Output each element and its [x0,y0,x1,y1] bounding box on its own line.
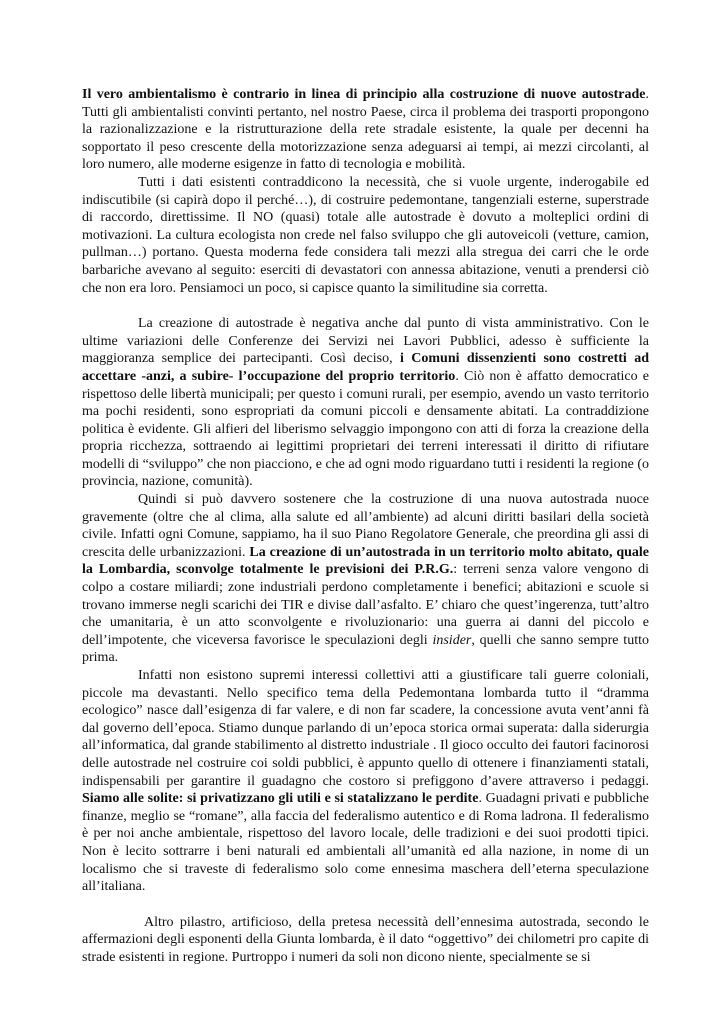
body-text: Tutti i dati esistenti contraddicono la necessità, che si vuole urgente, inderogabile ed indiscutibile (si capirà dopo il perché…), di costruire pedemontane, tangenziali esterne, superstrade di raccordo, direttissime. Il NO (quasi) totale alle autostrade è dovuto a molteplici ordini di motivazioni. La cultura ecologista non crede nel falso sviluppo che gli autoveicoli (vetture, camion, pullman…) portano. Questa moderna fede considera tali mezzi alla stregua dei carri che le orde barbariche avevano al seguito: eserciti di devastatori con annessa abitazione, venuti a prendersi ciò che non era loro. Pensiamoci un poco, si capisce quanto la similitudine sia corretta. [82,174,649,296]
paragraph-2 [82,174,649,297]
body-text: Altro pilastro, artificioso, della pretesa necessità dell’ennesima autostrada, secondo le affermazioni degli esponenti della Giunta lombarda, è il dato “oggettivo” dei chilometri pro capite di strade esistenti in regione. Purtroppo i numeri da soli non dicono niente, specialmente se si [82,914,649,965]
bold-text: Il vero ambientalismo è contrario in linea di principio alla costruzione di nuove autostrade [82,87,646,102]
italic-text: insider [432,632,472,648]
paragraph-6 [82,914,649,967]
body-text: Quindi si può davvero sostenere che la costruzione di una nuova autostrada nuoce gravemente (oltre che al clima, alla salute ed all’ambiente) ad alcuni diritti basilari della società civile. Infatti ogni Comune, sappiamo, ha il suo Piano Regolatore Generale, che preordina gli assi di crescita delle urbanizzazioni. [82,492,649,560]
body-text: . Guadagni privati e pubbliche finanze, meglio se “romane”, alla faccia del federalismo autentico e di Roma ladrona. Il federalismo è per noi anche ambientale, rispettoso del lavoro locale, delle tradizioni e dei suoi prodotti tipici. Non è lecito sottrarre i beni naturali ed ambientali all’umanità ed alla nazione, in nome di un localismo che si traveste di federalismo solo come ennesima maschera dell’eterna speculazione all’italiana. [82,791,649,895]
bold-text: Siamo alle solite: si privatizzano gli utili e si statalizzano le perdite [82,791,479,807]
paragraph-3 [82,315,649,491]
body-text: La creazione di autostrade è negativa anche dal punto di vista amministrativo. Con le ultime variazioni delle Conferenze dei Servizi nei Lavori Pubblici, adesso è sufficiente la maggioranza semplice dei partecipanti. Così deciso, [82,316,649,367]
body-text: : terreni senza valore vengono di colpo a costare miliardi; zone industriali perdono completamente i benefici; abitazioni e scuole si trovano immerse negli scarichi dei TIR e divise dall’asfalto. E’ chiaro che quest’ingerenza, tutt’altro che umanitaria, è un atto sconvolgente e rivoluzionario: una guerra ai danni del piccolo e dell’impotente, che viceversa favorisce le speculazioni degli [82,562,649,648]
body-text: . Ciò non è affatto democratico e rispettoso delle libertà municipali; per questo i comuni rurali, per esempio, avendo un vasto territorio ma pochi residenti, sono espropriati da comuni piccoli e densamente abitati. La contraddizione politica è evidente. Gli alfieri del liberismo selvaggio impongono con atti di forza la creazione della propria ricchezza, sottraendo ai legittimi proprietari dei terreni interessati il diritto di rifiutare modelli di “sviluppo” che non piacciono, e che ad ogni modo riguardano tutti i residenti la regione (o provincia, nazione, comunità). [82,368,649,490]
paragraph-1 [82,86,649,174]
body-text: . Tutti gli ambientalisti convinti pertanto, nel nostro Paese, circa il problema dei trasporti propongono la razionalizzazione e la ristrutturazione della rete stradale esistente, la quale per decenni ha sopportato il peso crescente della motorizzazione senza adeguarsi ai tempi, ai mezzi circolanti, al loro numero, alle moderne esigenze in fatto di tecnologia e mobilità. [82,87,649,173]
body-text: Infatti non esistono supremi interessi collettivi atti a giustificare tali guerre coloniali, piccole ma devastanti. Nello specifico tema della Pedemontana lombarda tutto il “dramma ecologico” nasce dall’esigenza di far valere, e di non far scadere, la concessione avuta vent’anni fà dal governo dell’epoca. Stiamo dunque parlando di un’epoca storica ormai superata: dalla siderurgia all’informatica, dal grande stabilimento al distretto industriale . Il gioco occulto dei fautori facinorosi delle autostrade nel costruire coi soldi pubblici, è appunto quello di ottenere i finanziamenti statali, indispensabili per garantire il guadagno che costoro si prefiggono d’avere attraverso i pedaggi. [82,668,649,789]
bold-text: La creazione di un’autostrada in un territorio molto abitato, quale la Lombardia, sconvolge totalmente le previsioni dei P.R.G. [82,544,649,578]
paragraph-5 [82,667,649,896]
paragraph-4 [82,491,649,667]
body-text: , quelli che sanno sempre tutto prima. [82,632,649,666]
bold-text: i Comuni dissenzienti sono costretti ad accettare -anzi, a subire- l’occupazione del proprio territorio [82,351,649,384]
